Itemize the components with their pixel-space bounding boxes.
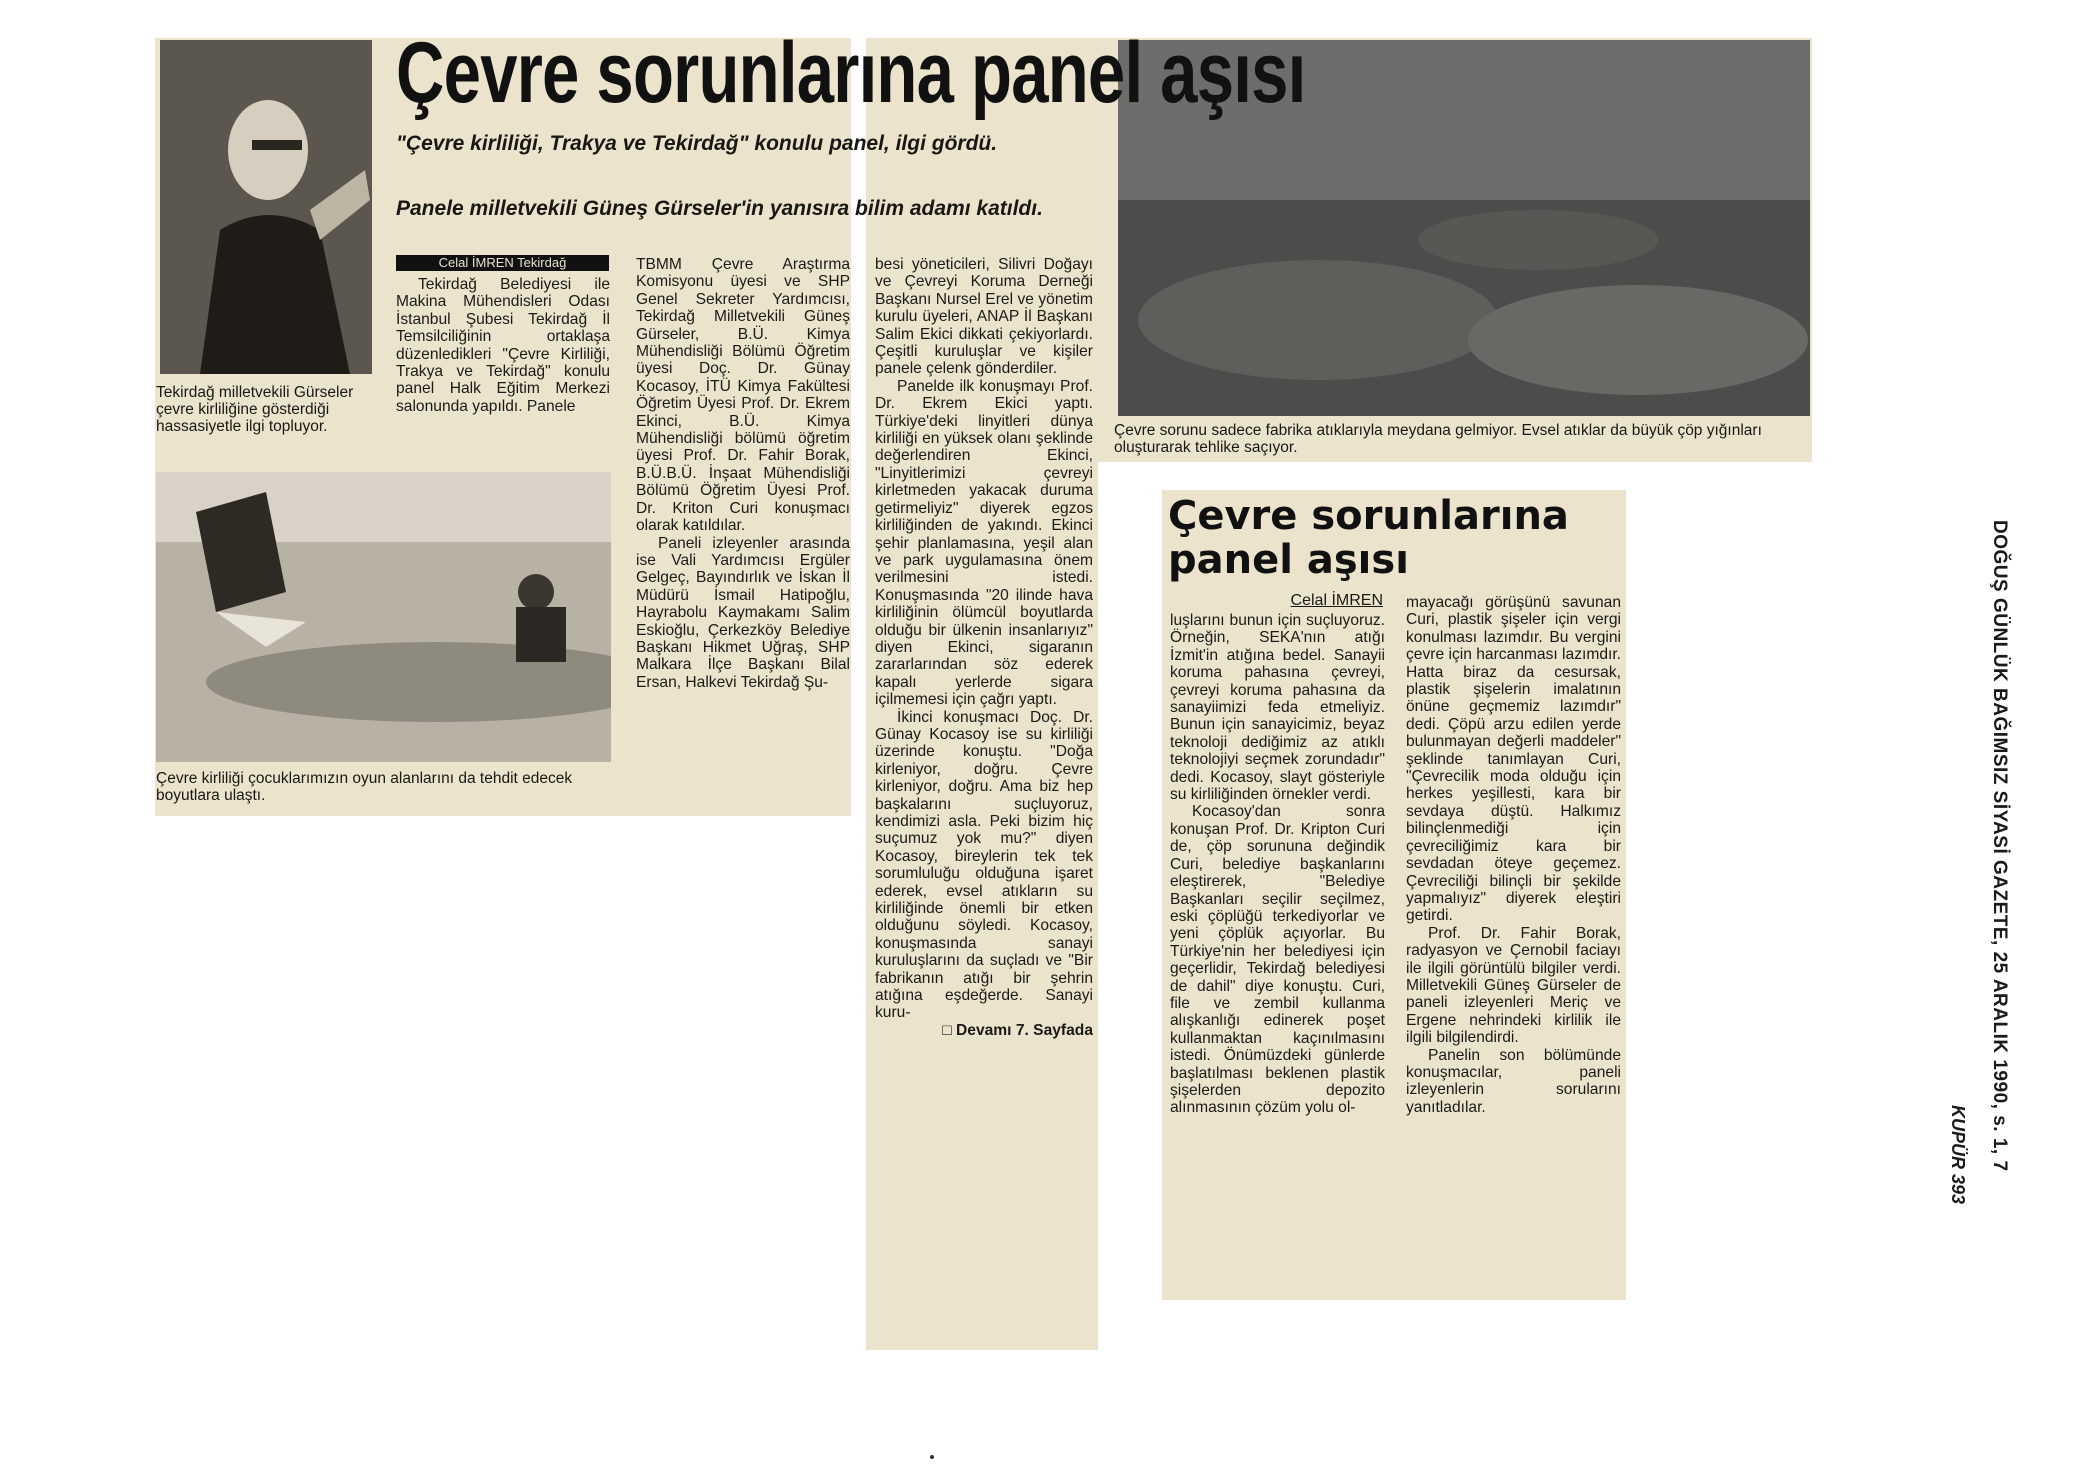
continuation-column-2-para-3: Panelin son bölümünde konuşmacılar, paneli izleyenlerin sorularını yanıtladılar. [1406, 1046, 1621, 1116]
headline: Çevre sorunlarına panel aşısı [396, 25, 1306, 121]
article-column-1 [396, 276, 610, 466]
article-column-2-para-1: TBMM Çevre Araştırma Komisyonu üyesi ve SHP Genel Sekreter Yardımcısı, Tekirdağ Milletvekili Güneş Gürseler, B.Ü. Kimya Mühendisliği Bölümü Öğretim üyesi Doç. Dr. Günay Kocasoy, İTÜ Kimya Fakültesi Öğretim Üyesi Prof. Dr. Ekrem Ekinci, B.Ü. Kimya Mühendisliği bölümü öğretim üyesi Prof. Dr. Fahir Borak, B.Ü.B.Ü. İnşaat Mühendisliği Bölümü Öğretim Üyesi Prof. Dr. Kriton Curi konuşmacı olarak katıldılar. [636, 256, 850, 535]
source-label-text: DOĞUŞ GÜNLÜK BAĞIMSIZ SİYASİ GAZETE, 25 ARALIK 1990, s. 1, 7 [1989, 520, 2010, 1172]
article-column-2 [636, 256, 850, 818]
article-column-1-text: Tekirdağ Belediyesi ile Makina Mühendisleri Odası İstanbul Şubesi Tekirdağ İl Temsilciliğinin ortaklaşa düzenledikleri "Çevre Kirliliği, Trakya ve Tekirdağ" konulu panel Halk Eğitim Merkezi salonunda yapıldı. Panele [396, 276, 610, 415]
article-column-2-para-2: Paneli izleyenler arasında ise Vali Yardımcısı Ergüler Gelgeç, Bayındırlık ve İskan İl Müdürü İsmail Hatipoğlu, Hayrabolu Kaymakamı Salim Eskioğlu, Çerkezköy Belediye Başkanı Hikmet Uğraş, SHP Malkara İlçe Başkanı Bilal Ersan, Halkevi Tekirdağ Şu- [636, 534, 850, 691]
byline-top: Celal İMREN Tekirdağ [396, 255, 609, 271]
playground-caption: Çevre kirliliği çocuklarımızın oyun alanlarını da tehdit edecek boyutlara ulaştı. [156, 770, 573, 804]
continuation-column-2-para-1: mayacağı görüşünü savunan Curi, plastik şişeler için vergi konulması lazımdır. Bu vergini çevre için harcanması lazımdır. Hatta biraz da cesursak, plastik şişelerin imalatının önüne geçmemiz lazımdır" dedi. Çöpü arzu edilen yerde bulunmayan değerli maddeler" şeklinde tanımlayan Curi, "Çevrecilik moda olduğu için herkes yeşillesti, kara bir sevdaya düştü. Halkımız bilinçlenmediği için çevreciliğimiz kara bir sevdadan öteye geçemez. Çevreciliği bilinçli bir şekilde yapmalıyız" diyerek eleştiri getirdi. [1406, 594, 1621, 925]
article-column-3-para-2: Panelde ilk konuşmayı Prof. Dr. Ekrem Ekici yaptı. Türkiye'deki linyitleri dünya kirliliği en yüksek olanı şeklinde değerlendiren Ekinci, "Linyitlerimizi çevreyi kirletmeden yakacak duruma getirmeliyiz" diyerek egzos kirliliğinden de yakındı. Ekinci şehir planlamasına, yeşil alan ve park uygulamasına önem verilmesini istedi. Konuşmasında "20 ilinde hava kirliliğinin ölümcül boyutlarda olduğu bir ülkenin insanlarıyız" diyen Ekinci, sigaranın zararlarından söz ederek kapalı yerlerde sigara içilmemesi için çağrı yaptı. [875, 377, 1093, 709]
continuation-column-1-para-2: Kocasoy'dan sonra konuşan Prof. Dr. Kripton Curi de, çöp sorununa değindik Curi, belediye başkanlarını eleştirerek, "Belediye Başkanları seçilir seçilmez, eski çöplüğü terkediyorlar ve yeni çöplük açıyorlar. Bu Türkiye'nin her belediyesi için geçerlidir, Tekirdağ belediyesi de dahil" diye konuştu. Curi, file ve zembil kullanma alışkanlığı edinerek poşet kullanmaktan kaçınılmasını istedi. Önümüzdeki günlerde başlatılması beklenen plastik şişelerden depozito alınmasının çözüm yolu ol- [1170, 803, 1385, 1117]
article-column-3-para-3: İkinci konuşmacı Doç. Dr. Günay Kocasoy ise su kirliliği üzerinde konuştu. "Doğa kirleniyor, doğru. Çevre kirleniyor, doğru. Ama biz hep başkalarını suçluyoruz, kendimizi asla. Peki bizim hiç suçumuz yok mu?" diyen Kocasoy, bireylerin tek tek sorumluluğu olduğuna işaret ederek, evsel atıkların su kirliliğinde önemli bir etken olduğunu söyledi. Kocasoy, konuşmasında sanayi kuruluşlarını da suçladı ve "Bir fabrikanın atığı bir şehrin atığına eşdeğerde. Sanayi kuru- [875, 708, 1093, 1022]
portrait-photo [160, 40, 372, 374]
source-label [1989, 520, 2040, 1240]
field-caption: Çevre sorunu sadece fabrika atıklarıyla meydana gelmiyor. Evsel atıklar da büyük çöp yığınları oluşturarak tehlike saçıyor. [1114, 422, 1762, 456]
continuation-column-1-para-1: luşlarını bunun için suçluyoruz. Örneğin, SEKA'nın atığı İzmit'in atığına bedel. Sanayii koruma pahasına çevreyi, çevreyi koruma pahasına da sanayiimizi feda etmeliyiz. Bunun için sanayicimiz, beyaz teknoloji dediğimiz az atıklı teknolojiyi seçmek zorundadır" dedi. Kocasoy, slayt gösteriyle su kirliliğinden örnekler verdi. [1170, 612, 1385, 804]
kupur-label-text: KUPÜR 393 [1948, 1105, 1968, 1205]
playground-photo [156, 472, 611, 762]
continued-note: □ Devamı 7. Sayfada [942, 1021, 1093, 1039]
portrait-caption: Tekirdağ milletvekili Gürseler çevre kirliliğine gösterdiği hassasiyetle ilgi topluyor. [156, 384, 354, 435]
continuation-column-1 [1170, 612, 1385, 1292]
continuation-headline: Çevre sorunlarına panel aşısı [1168, 493, 1569, 583]
portrait-photo-illustration [160, 40, 372, 374]
scan-mark [930, 1455, 934, 1459]
article-column-3-para-1: besi yöneticileri, Silivri Doğayı ve Çevreyi Koruma Derneği Başkanı Nursel Erel ve yönetim kurulu üyeleri, ANAP İl Başkanı Salim Ekici dikkati çekiyorlardı. Çeşitli kuruluşlar ve kişiler panele çelenk gönderdiler. [875, 256, 1093, 378]
article-column-3 [875, 256, 1093, 1351]
playground-photo-illustration [156, 472, 611, 762]
continuation-byline: Celal İMREN [1290, 592, 1383, 609]
deck-line-1: "Çevre kirliliği, Trakya ve Tekirdağ" konulu panel, ilgi gördü. [396, 132, 998, 155]
continuation-column-2-para-2: Prof. Dr. Fahir Borak, radyasyon ve Çernobil faciayı ile ilgili görüntülü bilgiler verdi. Milletvekili Güneş Gürseler de paneli izleyenleri Meriç ve Ergene nehrindeki kirlilik ile ilgili bilgilendirdi. [1406, 924, 1621, 1047]
deck-line-2: Panele milletvekili Güneş Gürseler'in yanısıra bilim adamı katıldı. [396, 197, 1043, 220]
continuation-column-2 [1406, 594, 1621, 1294]
